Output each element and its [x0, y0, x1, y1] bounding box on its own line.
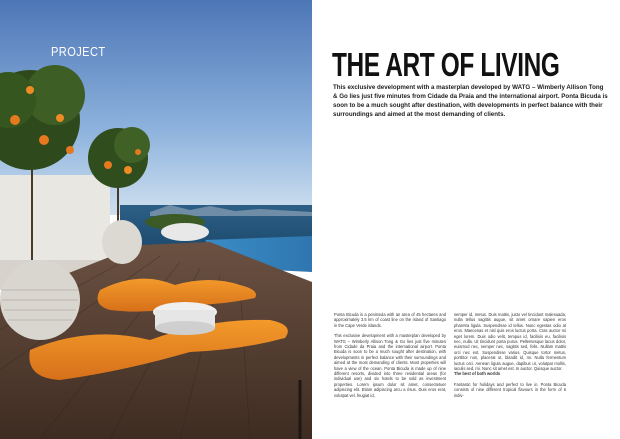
body-paragraph: Ponta Bicuda is a peninsula with an area of 45 hectares and approximately 3.5 km of coast line on the island of Santiago in the Cape Verde islands.	[334, 312, 446, 328]
body-paragraph: Fantastic for holidays and perfect to live in. Ponta Bicuda consists of nine different tropical flavours in the form of 6 indiv-	[454, 381, 566, 398]
body-paragraph: This exclusive development with a masterplan developed by WATG – Wimberly Allison Tong & Go lies just five minutes from Cidade da Praia and the international airport. Ponta Bicuda is soon to be a much sought after destination, with developments in perfect balance with their surroundings and aimed at the most demanding of clients. Most properties will have a view of the ocean. Ponta Bicuda is made up of nine different resorts, divided into three residential areas (for individual use) and six hotels to be sold as investment properties. Lorem ipsum dolor sit amet, consectetuer adipiscing elit. Etiam adipiscing arcu a risus. Duis eros erat, volutpat vel, feugiat id,	[334, 333, 446, 398]
body-subheading: The best of both worlds	[454, 371, 501, 377]
article-page	[312, 0, 620, 439]
body-column-1	[334, 312, 446, 403]
body-column-2	[454, 312, 566, 403]
article-intro: This exclusive development with a masterplan developed by WATG – Wimberly Allison Tong & Go lies just five minutes from Cidade da Praia and the international airport. Ponta Bicuda is soon to be a much sought after destination, with developments in perfect balance with their surroundings and aimed at the most demanding of clients.	[333, 84, 608, 118]
section-label: PROJECT	[51, 44, 106, 59]
article-headline: THE ART OF LIVING	[332, 46, 560, 83]
body-paragraph: semper id, metus. Duis mattis, justo vel tincidunt malesuada, nulla tellus sagittis augue, sit amet ornare sapien eros pharetra ligula. Suspendisse id tellus. Nunc egestas odio at eros. Maecenas et nisl quis eros luctus porta. Cras auctor mi eget lorem. Duis odio velit, tempus id, facilisis eu, facilisis nec, nulla. Ut tincidunt porta purus. Pellentesque lacus dolor, euismod nec, semper nec, sagittis sed, felis. Nullam mattis orci nec est. Suspendisse varius. Quisque tortor metus, porttitor non, placerat ut, blandit id, mi. Nulla fermentum luctus orci. Aenean ligula augue, dapibus ut, volutpat mollis, iaculis sed, mi. Nunc sit amet est. In auctor. Quisque auctor.	[454, 312, 566, 372]
